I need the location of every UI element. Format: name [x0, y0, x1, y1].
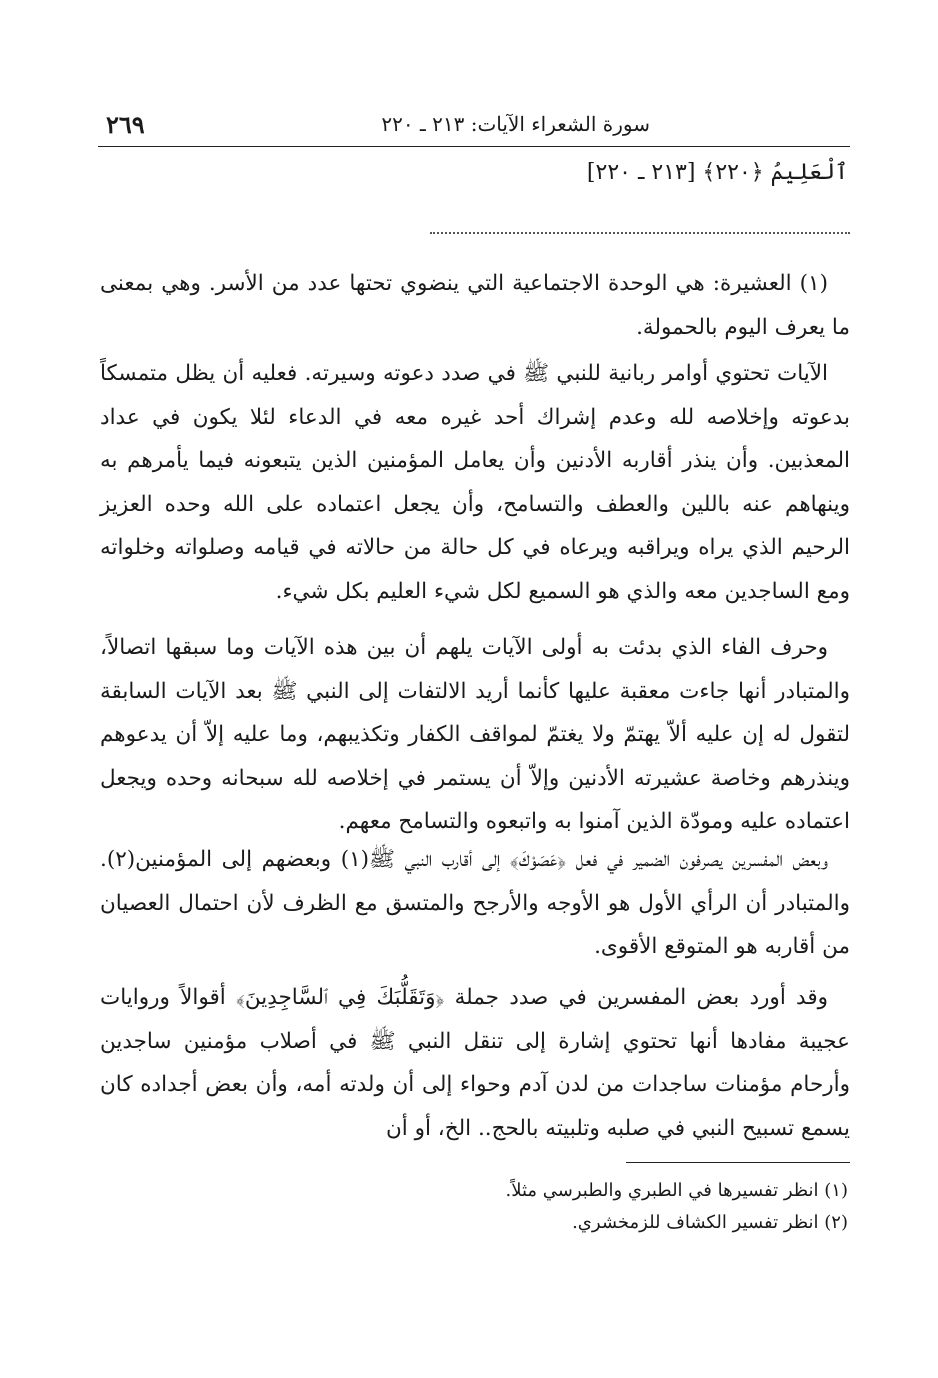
- footnote: (٢) انظر تفسير الكشاف للزمخشري.: [572, 1212, 848, 1233]
- page-title: سورة الشعراء الآيات: ٢١٣ ـ ٢٢٠: [381, 112, 650, 136]
- page-header: [98, 106, 850, 146]
- body-paragraph: وقد أورد بعض المفسرين في صدد جملة ﴿وَتَقَلُّبَكَ فِي ٱلسَّاجِدِينَ﴾ أقوالاً وروايات عجيبة مفادها أنها تحتوي إشارة إلى تنقل النبي ﷺ في أصلاب مؤمنين ساجدين وأرحام مؤمنات ساجدات من لدن آدم وحواء إلى أن ولدته أمه، وأن بعض أجداده كان يسمع تسبيح النبي في صلبه وتلبيته بالحج.. الخ، أو أن: [100, 985, 850, 1141]
- footnote-divider: [626, 1162, 850, 1163]
- page-number: ٢٦٩: [106, 110, 145, 139]
- verse-ending: ٱلْعَلِيمُ ﴿٢٢٠﴾ [٢١٣ ـ ٢٢٠]: [586, 160, 848, 185]
- body-paragraph: وبعض المفسرين يصرفون الضمير في فعل ﴿عَصَوْكَ﴾ إلى أقارب النبي ﷺ(١) وبعضهم إلى المؤمنين(٢). والمتبادر أن الرأي الأول هو الأوجه والأرجح والمتسق مع الظرف لأن احتمال العصيان من أقاربه هو المتوقع الأقوى.: [100, 847, 850, 959]
- header-divider: [98, 146, 850, 147]
- body-paragraph: الآيات تحتوي أوامر ربانية للنبي ﷺ في صدد دعوته وسيرته. فعليه أن يظل متمسكاً بدعوته وإخلاصه لله وعدم إشراك أحد غيره معه في الدعاء لئلا يكون في عداد المعذبين. وأن ينذر أقاربه الأدنين وأن يعامل المؤمنين الذين يتبعونه فيما يأمرهم به وينهاهم عنه باللين والعطف والتسامح، وأن يجعل اعتماده على الله وحده العزيز الرحيم الذي يراه ويراقبه ويرعاه في كل حالة من حالاته في قيامه وصلواته وخلواته ومع الساجدين معه والذي هو السميع لكل شيء العليم بكل شيء.: [100, 361, 850, 604]
- footnote: (١) انظر تفسيرها في الطبري والطبرسي مثلاً.: [505, 1180, 848, 1201]
- body-paragraph: وحرف الفاء الذي بدئت به أولى الآيات يلهم أن بين هذه الآيات وما سبقها اتصالاً، والمتبادر أنها جاءت معقبة عليها كأنما أريد الالتفات إلى النبي ﷺ بعد الآيات السابقة لتقول له إن عليه ألاّ يهتمّ ولا يغتمّ لمواقف الكفار وتكذيبهم، وما عليه إلاّ أن يدعوهم وينذرهم وخاصة عشيرته الأدنين وإلاّ أن يستمر في إخلاصه لله سبحانه وحده ويجعل اعتماده عليه ومودّة الذين آمنوا به واتبعوه والتسامح معهم.: [100, 635, 850, 834]
- note-paragraph: (١) العشيرة: هي الوحدة الاجتماعية التي ينضوي تحتها عدد من الأسر. وهي بمعنى ما يعرف اليوم بالحمولة.: [100, 271, 850, 340]
- dotted-separator: [430, 232, 850, 234]
